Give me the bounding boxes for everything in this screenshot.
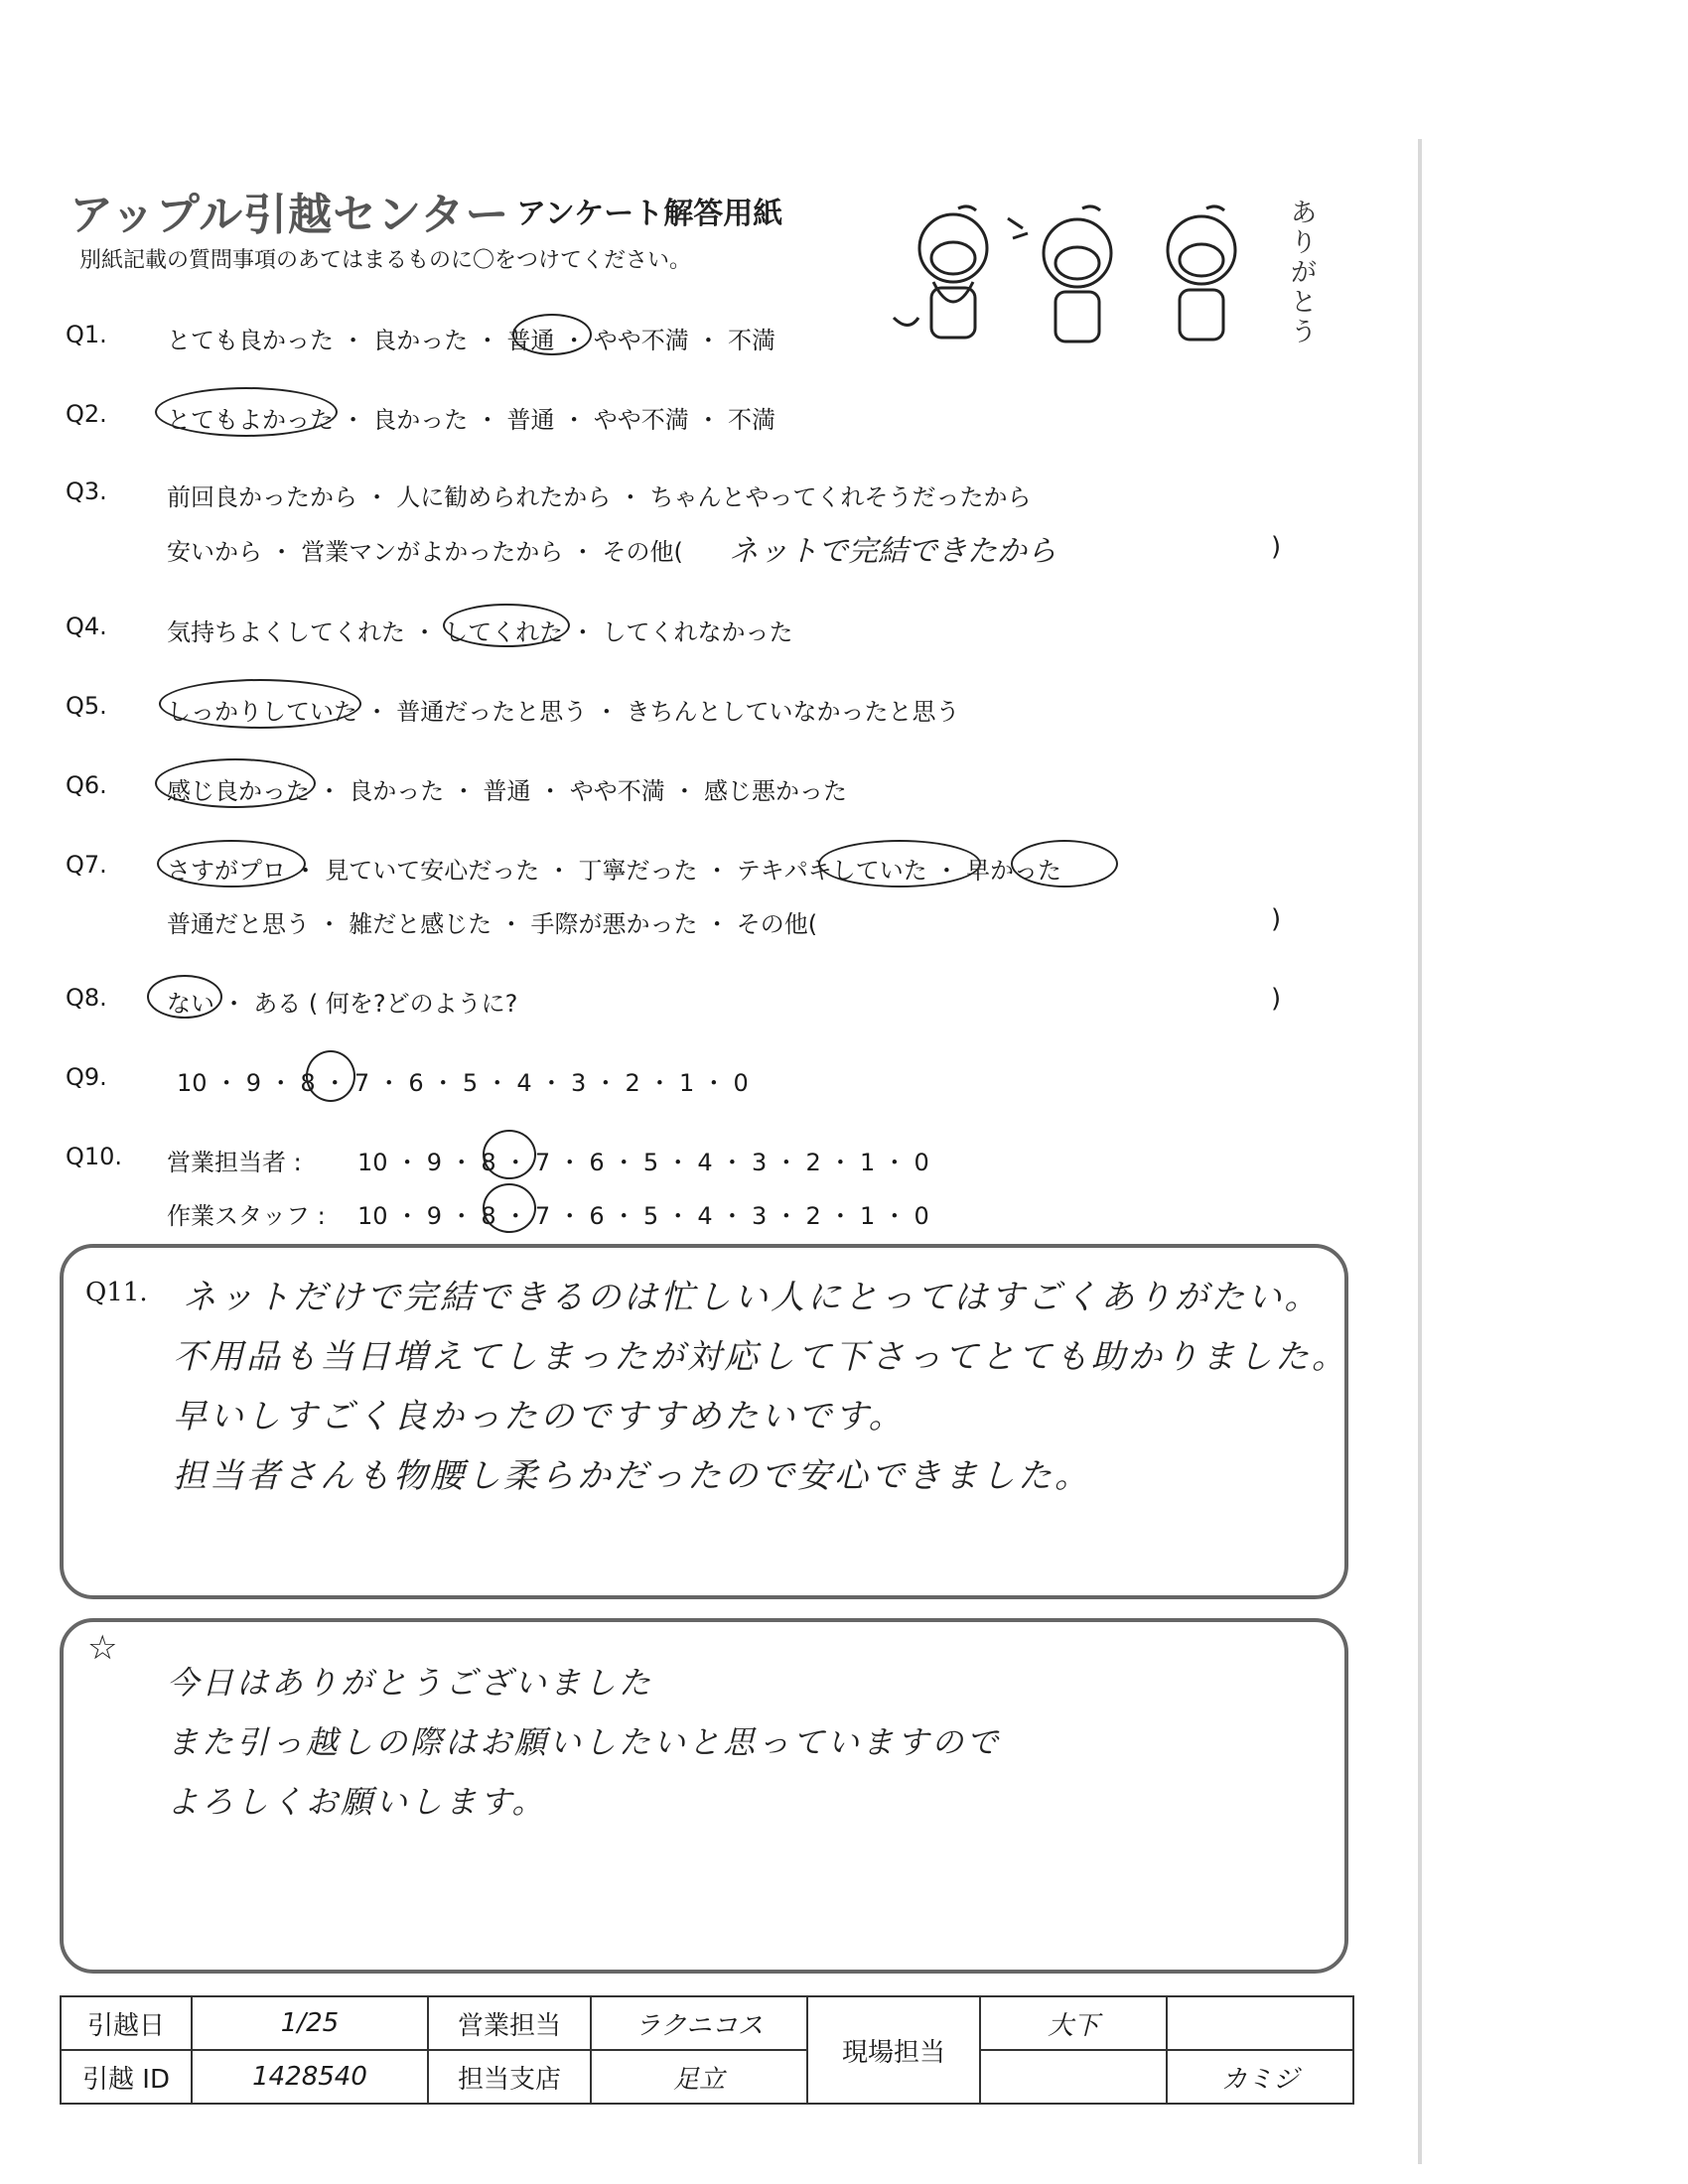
- q8-options: ない ・ ある ( 何を?どのように?: [167, 990, 518, 1018]
- q6-options: 感じ良かった ・ 良かった ・ 普通 ・ やや不満 ・ 感じ悪かった: [167, 777, 848, 805]
- q3-close-paren: ): [1271, 532, 1282, 562]
- star-icon: ☆: [87, 1628, 118, 1668]
- monkey-icon: [894, 206, 987, 338]
- q3-handwritten-answer: ネットで完結できたから: [729, 534, 1056, 569]
- empty-cell: [1167, 1996, 1353, 2050]
- q9-scale: 10 ・ 9 ・ 8 ・ 7 ・ 6 ・ 5 ・ 4 ・ 3 ・ 2 ・ 1 ・ 0: [177, 1069, 749, 1097]
- q7-options-line1: さすがプロ ・ 見ていて安心だった ・ 丁寧だった ・ テキパキしていた ・ 早かった: [167, 857, 1062, 885]
- q5-number: Q5.: [66, 692, 107, 720]
- q8-close-paren: ): [1271, 984, 1282, 1014]
- footer-info-table: [60, 1995, 1354, 2105]
- form-subtitle: アンケート解答用紙: [516, 197, 783, 231]
- q3-options-line1: 前回良かったから ・ 人に勧められたから ・ ちゃんとやってくれそうだったから: [167, 483, 1032, 511]
- q1-number: Q1.: [66, 321, 107, 348]
- site-value-2: カミジ: [1167, 2050, 1353, 2104]
- q6-number: Q6.: [66, 771, 107, 799]
- q7-close-paren: ): [1271, 904, 1282, 934]
- q10-sales-label: 営業担当者 :: [167, 1149, 302, 1176]
- q3-options-line2: 安いから ・ 営業マンがよかったから ・ その他(: [167, 538, 683, 566]
- q10-staff-scale: 10 ・ 9 ・ 8 ・ 7 ・ 6 ・ 5 ・ 4 ・ 3 ・ 2 ・ 1 ・ 0: [357, 1202, 929, 1230]
- q8-number: Q8.: [66, 984, 107, 1012]
- page-edge-shadow: [1418, 139, 1422, 2164]
- branch-value: 足立: [591, 2050, 807, 2104]
- q8-answer-circle: [147, 975, 222, 1019]
- q5-options: しっかりしていた ・ 普通だったと思う ・ きちんとしていなかったと思う: [167, 698, 960, 726]
- q10-sales-scale: 10 ・ 9 ・ 8 ・ 7 ・ 6 ・ 5 ・ 4 ・ 3 ・ 2 ・ 1 ・ 0: [357, 1149, 929, 1176]
- q11-comment-box: [60, 1244, 1348, 1599]
- q10-staff-label: 作業スタッフ :: [167, 1202, 326, 1230]
- brand-title: アップル引越センター: [70, 190, 510, 240]
- q11-line: 担当者さんも物腰し柔らかだったので安心できました。: [173, 1456, 1091, 1496]
- q11-line: ネットだけで完結できるのは忙しい人にとってはすごくありがたい。: [183, 1278, 1322, 1317]
- q4-options: 気持ちよくしてくれた ・ してくれた ・ してくれなかった: [167, 618, 793, 646]
- free-comment-box: [60, 1618, 1348, 1974]
- q6-answer-circle: [155, 758, 316, 808]
- q1-options: とても良かった ・ 良かった ・ 普通 ・ やや不満 ・ 不満: [167, 327, 776, 354]
- move-id-value: 1428540: [192, 2050, 428, 2104]
- q10-staff-answer-circle: [483, 1183, 536, 1233]
- q5-answer-circle: [159, 679, 361, 729]
- q11-label: Q11.: [85, 1278, 148, 1307]
- q7-options-line2: 普通だと思う ・ 雑だと感じた ・ 手際が悪かった ・ その他(: [167, 910, 818, 938]
- q9-number: Q9.: [66, 1063, 107, 1091]
- move-date-value: 1/25: [192, 1996, 428, 2050]
- q1-answer-circle: [512, 314, 592, 355]
- branch-label: 担当支店: [428, 2050, 591, 2104]
- q3-number: Q3.: [66, 478, 107, 505]
- q4-number: Q4.: [66, 613, 107, 640]
- comment-line: よろしくお願いします。: [167, 1783, 547, 1821]
- comment-line: また引っ越しの際はお願いしたいと思っていますので: [167, 1723, 1002, 1761]
- comment-line: 今日はありがとうございました: [167, 1664, 654, 1702]
- site-label: 現場担当: [807, 1996, 980, 2104]
- site-value-1: 大下: [980, 1996, 1167, 2050]
- monkey-icon: [1168, 206, 1235, 340]
- q11-line: 早いしすごく良かったのですすめたいです。: [173, 1397, 906, 1436]
- move-date-label: 引越日: [61, 1996, 192, 2050]
- mascot-illustration: [864, 189, 1281, 357]
- q7-answer-circle: [157, 840, 306, 887]
- q4-answer-circle: [443, 604, 570, 647]
- q7-answer-circle: [1011, 840, 1118, 887]
- move-id-label: 引越 ID: [61, 2050, 192, 2104]
- q2-options: とてもよかった ・ 良かった ・ 普通 ・ やや不満 ・ 不満: [167, 406, 776, 434]
- q7-number: Q7.: [66, 851, 107, 879]
- q2-number: Q2.: [66, 400, 107, 428]
- thanks-vertical-text: ありがとう: [1291, 199, 1318, 347]
- q7-answer-circle: [818, 840, 981, 887]
- instruction-text: 別紙記載の質問事項のあてはまるものに〇をつけてください。: [79, 248, 692, 273]
- empty-cell: [980, 2050, 1167, 2104]
- sales-value: ラクニコス: [591, 1996, 807, 2050]
- q10-sales-answer-circle: [483, 1130, 536, 1179]
- monkey-icon: [1008, 206, 1111, 341]
- q2-answer-circle: [155, 387, 338, 437]
- sales-label: 営業担当: [428, 1996, 591, 2050]
- q11-line: 不用品も当日増えてしまったが対応して下さってとても助かりました。: [173, 1337, 1348, 1377]
- q9-answer-circle: [306, 1050, 355, 1102]
- q10-number: Q10.: [66, 1143, 123, 1170]
